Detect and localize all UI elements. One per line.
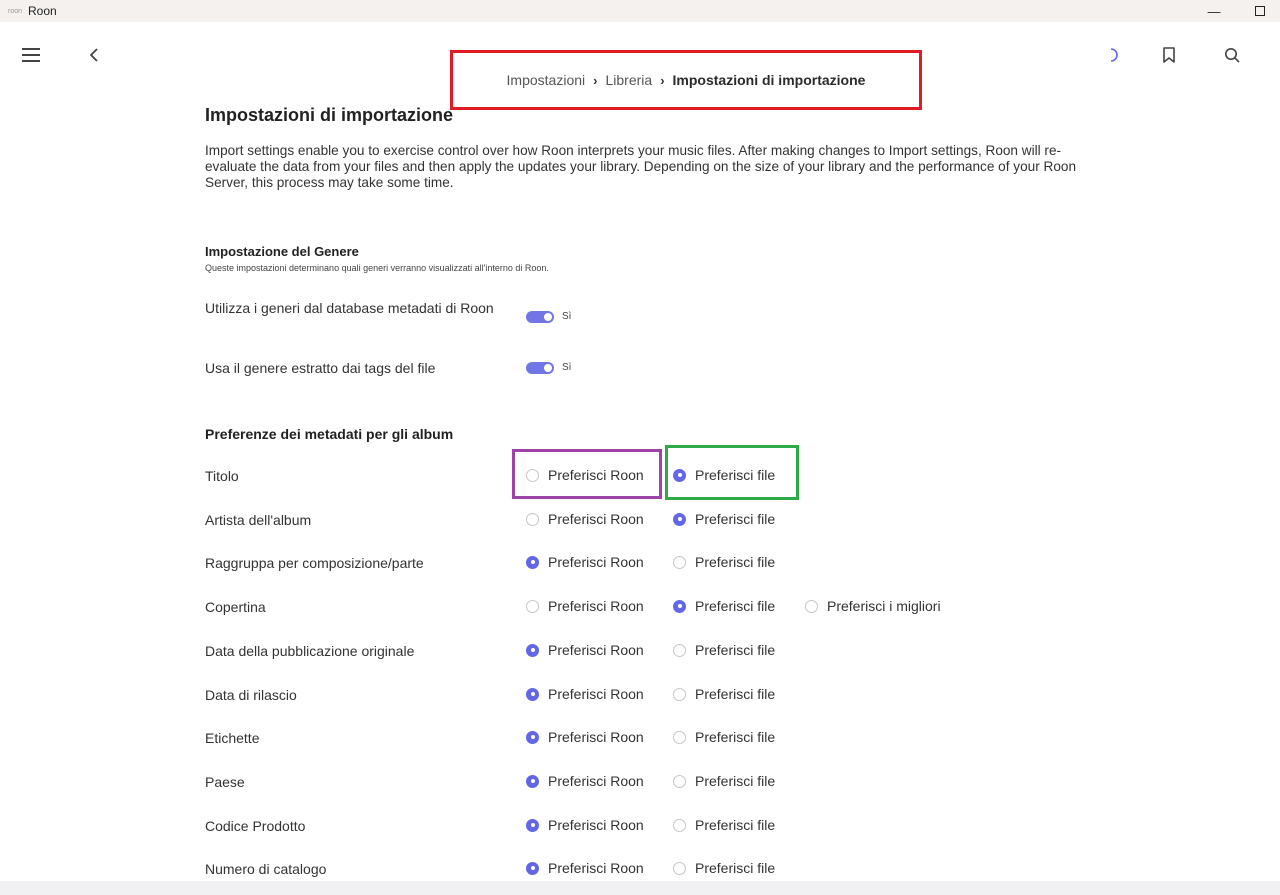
genre-section-subtitle: Queste impostazioni determinano quali generi verranno visualizzati all'interno di Roon. — [205, 263, 549, 273]
radio-best[interactable] — [805, 596, 941, 616]
radio-circle-icon — [673, 819, 686, 832]
activity-indicator — [1097, 39, 1129, 71]
radio-file[interactable] — [673, 771, 775, 791]
radio-circle-icon — [673, 469, 686, 482]
album-row-label: Raggruppa per composizione/parte — [205, 555, 424, 571]
genre-toggle-file-tags-value: Sì — [562, 362, 572, 373]
radio-file[interactable] — [673, 552, 775, 572]
chevron-left-icon — [88, 47, 100, 63]
album-row-label: Artista dell'album — [205, 512, 312, 528]
radio-label: Preferisci Roon — [548, 467, 644, 483]
minimize-icon: — — [1207, 3, 1221, 19]
genre-toggle-roon-db-value: Sì — [562, 311, 572, 322]
page-title: Impostazioni di importazione — [205, 105, 454, 125]
radio-file[interactable] — [673, 465, 775, 485]
radio-roon[interactable] — [526, 465, 644, 485]
radio-roon[interactable] — [526, 771, 644, 791]
breadcrumb-separator-icon: › — [593, 72, 598, 88]
radio-label: Preferisci Roon — [548, 554, 644, 570]
album-row-label: Data della pubblicazione originale — [205, 643, 415, 659]
search-icon — [1224, 47, 1240, 63]
radio-file[interactable] — [673, 858, 775, 878]
radio-circle-icon — [673, 513, 686, 526]
breadcrumb — [450, 50, 922, 110]
genre-section-heading: Impostazione del Genere — [205, 244, 359, 259]
radio-roon[interactable] — [526, 640, 644, 660]
hamburger-menu-icon — [21, 47, 41, 63]
radio-roon[interactable] — [526, 815, 644, 835]
radio-label: Preferisci Roon — [548, 598, 644, 614]
bookmark-button[interactable] — [1153, 39, 1185, 71]
maximize-button[interactable] — [1240, 0, 1280, 22]
bookmark-icon — [1162, 47, 1176, 63]
radio-roon[interactable] — [526, 596, 644, 616]
radio-label: Preferisci file — [695, 860, 776, 876]
radio-circle-icon — [805, 600, 818, 613]
radio-file[interactable] — [673, 596, 775, 616]
window-titlebar — [0, 0, 1280, 22]
radio-circle-icon — [526, 469, 539, 482]
radio-circle-icon — [526, 600, 539, 613]
radio-circle-icon — [526, 513, 539, 526]
radio-file[interactable] — [673, 727, 775, 747]
radio-circle-icon — [526, 775, 539, 788]
radio-circle-icon — [673, 600, 686, 613]
radio-circle-icon — [673, 688, 686, 701]
album-row-label: Etichette — [205, 730, 260, 746]
window-title: Roon — [28, 4, 57, 18]
radio-roon[interactable] — [526, 509, 644, 529]
radio-circle-icon — [673, 731, 686, 744]
album-section-heading: Preferenze dei metadati per gli album — [205, 426, 454, 442]
genre-row-label-roon-db: Utilizza i generi dal database metadati di Roon — [205, 300, 494, 316]
breadcrumb-separator-icon: › — [660, 72, 665, 88]
album-row-label: Data di rilascio — [205, 687, 297, 703]
radio-label: Preferisci Roon — [548, 686, 644, 702]
breadcrumb-item-impostazioni[interactable]: Impostazioni — [506, 72, 586, 88]
radio-circle-icon — [526, 556, 539, 569]
album-row-label: Copertina — [205, 599, 266, 615]
loading-spinner-icon — [1105, 47, 1121, 63]
genre-row-label-file-tags: Usa il genere estratto dai tags del file — [205, 360, 436, 376]
roon-logo-icon: roon — [8, 7, 23, 15]
radio-label: Preferisci Roon — [548, 773, 644, 789]
radio-label: Preferisci file — [695, 598, 776, 614]
radio-circle-icon — [526, 688, 539, 701]
radio-roon[interactable] — [526, 552, 644, 572]
radio-label: Preferisci file — [695, 686, 776, 702]
menu-button[interactable] — [15, 39, 47, 71]
radio-label: Preferisci file — [695, 729, 776, 745]
radio-file[interactable] — [673, 684, 775, 704]
radio-circle-icon — [673, 556, 686, 569]
radio-label: Preferisci file — [695, 554, 776, 570]
radio-file[interactable] — [673, 640, 775, 660]
radio-label: Preferisci Roon — [548, 511, 644, 527]
radio-label: Preferisci file — [695, 773, 776, 789]
page-description: Import settings enable you to exercise control over how Roon interprets your music files. After making changes to Import settings, Roon will re-evaluate the data from your files and then apply the updates your library. Depending on the size of your library and the performance of your Roon Server, this process may take some time. — [205, 143, 1077, 190]
radio-label: Preferisci i migliori — [827, 598, 941, 614]
top-bar — [0, 22, 1280, 88]
radio-circle-icon — [526, 819, 539, 832]
radio-circle-icon — [673, 862, 686, 875]
album-row-label: Numero di catalogo — [205, 861, 327, 877]
radio-roon[interactable] — [526, 727, 644, 747]
maximize-icon — [1255, 6, 1265, 16]
radio-circle-icon — [526, 731, 539, 744]
search-button[interactable] — [1216, 39, 1248, 71]
minimize-button[interactable] — [1194, 0, 1234, 22]
genre-toggle-roon-db[interactable] — [526, 311, 554, 323]
radio-label: Preferisci file — [695, 511, 776, 527]
album-row-label: Paese — [205, 774, 245, 790]
breadcrumb-current: Impostazioni di importazione — [672, 72, 866, 88]
breadcrumb-item-libreria[interactable]: Libreria — [605, 72, 653, 88]
radio-circle-icon — [526, 644, 539, 657]
radio-file[interactable] — [673, 815, 775, 835]
radio-label: Preferisci file — [695, 642, 776, 658]
radio-circle-icon — [526, 862, 539, 875]
bottom-strip — [0, 881, 1280, 895]
radio-circle-icon — [673, 775, 686, 788]
genre-toggle-file-tags[interactable] — [526, 362, 554, 374]
album-row-label: Titolo — [205, 468, 239, 484]
radio-label: Preferisci Roon — [548, 729, 644, 745]
radio-roon[interactable] — [526, 684, 644, 704]
album-row-label: Codice Prodotto — [205, 818, 306, 834]
back-button[interactable] — [78, 39, 110, 71]
radio-circle-icon — [673, 644, 686, 657]
radio-label: Preferisci file — [695, 817, 776, 833]
radio-roon[interactable] — [526, 858, 644, 878]
radio-label: Preferisci Roon — [548, 642, 644, 658]
radio-label: Preferisci file — [695, 467, 776, 483]
radio-file[interactable] — [673, 509, 775, 529]
radio-label: Preferisci Roon — [548, 817, 644, 833]
radio-label: Preferisci Roon — [548, 860, 644, 876]
